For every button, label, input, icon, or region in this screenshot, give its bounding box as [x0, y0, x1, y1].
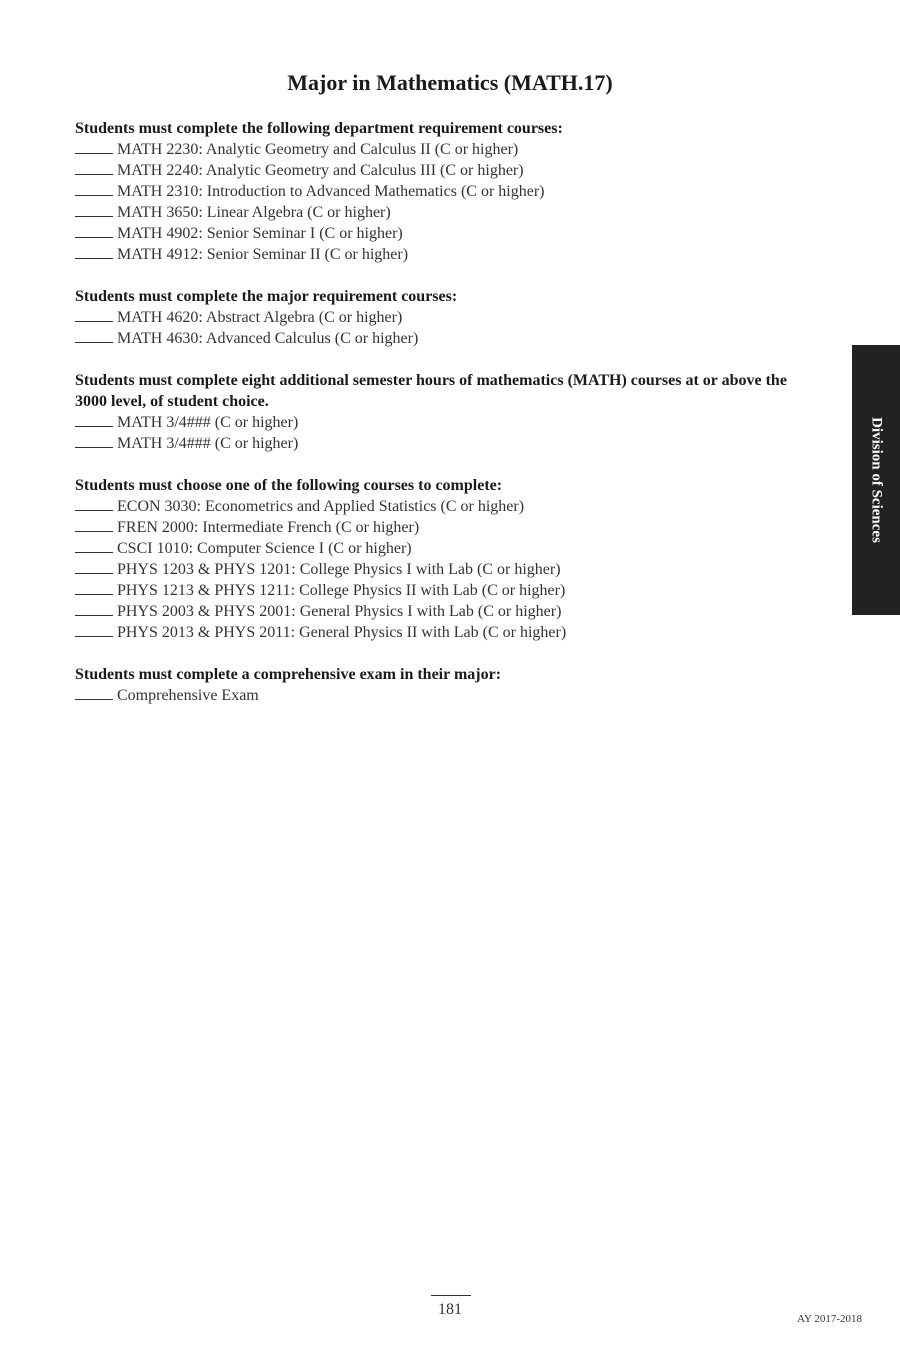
checkbox-blank	[75, 181, 113, 196]
academic-year-footer: AY 2017-2018	[797, 1313, 862, 1325]
checklist-item	[75, 202, 820, 223]
section-heading: Students must complete the following department requirement courses:	[75, 120, 563, 137]
checkbox-blank	[75, 685, 113, 700]
course-label: MATH 4620: Abstract Algebra (C or higher)	[117, 309, 403, 326]
division-side-tab	[852, 345, 900, 615]
checkbox-blank	[75, 433, 113, 448]
checklist-item	[75, 412, 820, 433]
checkbox-blank	[75, 580, 113, 595]
side-tab-label: Division of Sciences	[868, 417, 885, 543]
course-label: MATH 4912: Senior Seminar II (C or higher)	[117, 246, 409, 263]
checkbox-blank	[75, 622, 113, 637]
page-title: Major in Mathematics (MATH.17)	[287, 70, 613, 95]
checklist-item	[75, 517, 820, 538]
course-label: MATH 3/4### (C or higher)	[117, 414, 299, 431]
checkbox-blank	[75, 139, 113, 154]
section-heading: Students must complete eight additional semester hours of mathematics (MATH) courses at or above the 3000 level, of student choice.	[75, 372, 787, 410]
checkbox-blank	[75, 559, 113, 574]
course-label: PHYS 2003 & PHYS 2001: General Physics I with Lab (C or higher)	[117, 603, 562, 620]
section-heading: Students must complete the major requirement courses:	[75, 288, 458, 305]
checkbox-blank	[75, 244, 113, 259]
section-department-requirements	[75, 118, 820, 265]
checklist-item	[75, 181, 820, 202]
checklist-item	[75, 601, 820, 622]
course-label: PHYS 2013 & PHYS 2011: General Physics II with Lab (C or higher)	[117, 624, 567, 641]
course-label: PHYS 1203 & PHYS 1201: College Physics I with Lab (C or higher)	[117, 561, 561, 578]
checklist-item	[75, 496, 820, 517]
checkbox-blank	[75, 496, 113, 511]
checklist-item	[75, 685, 820, 706]
course-label: MATH 2240: Analytic Geometry and Calculus III (C or higher)	[117, 162, 524, 179]
course-label: PHYS 1213 & PHYS 1211: College Physics II with Lab (C or higher)	[117, 582, 566, 599]
course-label: MATH 4902: Senior Seminar I (C or higher)	[117, 225, 403, 242]
checkbox-blank	[75, 202, 113, 217]
section-major-requirements	[75, 286, 820, 349]
course-label: CSCI 1010: Computer Science I (C or higher)	[117, 540, 412, 557]
course-label: ECON 3030: Econometrics and Applied Statistics (C or higher)	[117, 498, 525, 515]
checkbox-blank	[75, 517, 113, 532]
checklist-item	[75, 244, 820, 265]
course-label: Comprehensive Exam	[117, 687, 259, 704]
checklist-item	[75, 622, 820, 643]
checkbox-blank	[75, 223, 113, 238]
checkbox-blank	[75, 412, 113, 427]
course-label: MATH 3/4### (C or higher)	[117, 435, 299, 452]
course-label: MATH 2310: Introduction to Advanced Mathematics (C or higher)	[117, 183, 545, 200]
page-number: 181	[438, 1301, 462, 1318]
section-heading: Students must complete a comprehensive exam in their major:	[75, 666, 502, 683]
checklist-item	[75, 433, 820, 454]
checkbox-blank	[75, 328, 113, 343]
checkbox-blank	[75, 307, 113, 322]
footer-rule	[431, 1295, 471, 1296]
section-heading: Students must choose one of the following courses to complete:	[75, 477, 503, 494]
course-label: MATH 4630: Advanced Calculus (C or higher)	[117, 330, 419, 347]
course-label: FREN 2000: Intermediate French (C or higher)	[117, 519, 420, 536]
course-label: MATH 2230: Analytic Geometry and Calculus II (C or higher)	[117, 141, 519, 158]
section-comprehensive-exam	[75, 664, 820, 706]
checklist-item	[75, 538, 820, 559]
checklist-item	[75, 223, 820, 244]
course-label: MATH 3650: Linear Algebra (C or higher)	[117, 204, 391, 221]
checkbox-blank	[75, 601, 113, 616]
checklist-item	[75, 559, 820, 580]
section-additional-hours	[75, 370, 820, 454]
checklist-item	[75, 160, 820, 181]
checklist-item	[75, 307, 820, 328]
checkbox-blank	[75, 160, 113, 175]
requirements-list	[75, 118, 820, 727]
checklist-item	[75, 139, 820, 160]
checklist-item	[75, 580, 820, 601]
section-choose-one	[75, 475, 820, 643]
checklist-item	[75, 328, 820, 349]
checkbox-blank	[75, 538, 113, 553]
